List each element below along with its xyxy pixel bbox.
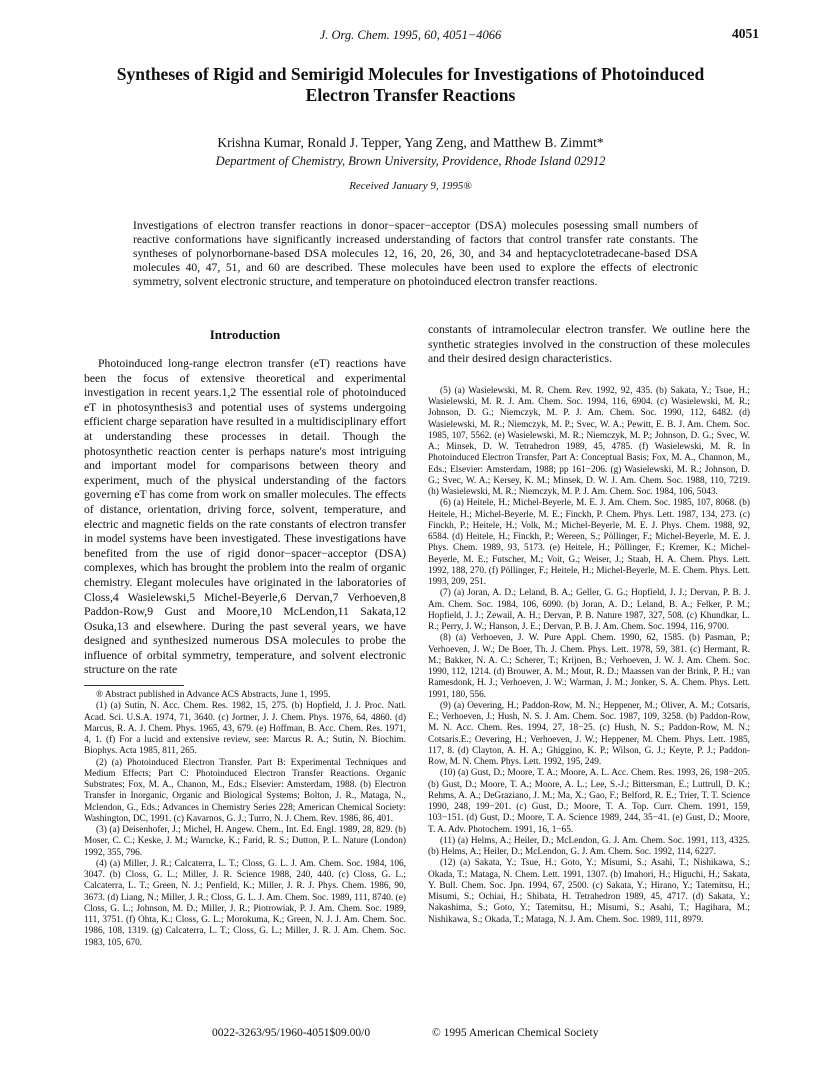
right-column — [428, 323, 750, 926]
affiliation: Department of Chemistry, Brown University, Providence, Rhode Island 02912 — [215, 154, 606, 168]
page-number: 4051 — [732, 26, 759, 41]
footnote: (12) (a) Sakata, Y.; Tsue, H.; Goto, Y.; Misumi, S.; Asahi, T.; Nishikawa, S.; Okada, T.; Mataga, N. Chem. Lett. 1991, 1307. (b) Imahori, H.; Higuchi, H.; Sakata, Y. Bull. Chem. Soc. Jpn. 1994, 67, 2500. (c) Sakata, Y.; Hirano, Y.; Tatemitsu, H.; Misumi, S.; Ochiai, H.; Shibata, H. Tetrahedron 1989, 45, 4717. (d) Sakata, Y.; Nakashima, S.; Goto, Y.; Tatemitsu, H.; Misumi, S.; Asahi, T.; Hagihara, M.; Nishikawa, S.; Okada, T.; Mataga, N. J. Am. Chem. Soc. 1989, 111, 8979. — [428, 858, 750, 925]
intro-paragraph: Photoinduced long-range electron transfer (eT) reactions have been the focus of extensive theoretical and experimental investigation in recent years.1,2 The essential role of photoinduced eT in photosynthesis3 and potential uses of systems undergoing efficient charge separation have resulted in a multidisciplinary effort at understanding these processes in detail. Though the photosynthetic reaction center is perhaps nature's most intriguing and important model for comparisons between theory and experiment, much of the physical understanding of the factors governing eT has come from work on smaller molecules. The effects of distance, orientation, driving force, solvent, temperature, and electric and magnetic fields on the rate constants of electron transfer in model systems have been investigated. These investigations have benefited from the use of rigid donor−spacer−acceptor (DSA) complexes, which has brought the problem into the realm of organic chemistry. Elegant molecules have originated in the laboratories of Closs,4 Wasielewski,5 Michel-Beyerle,6 Dervan,7 Verhoeven,8 Paddon-Row,9 Gust and Moore,10 McLendon,11 Sakata,12 Osuka,13 and elsewhere. During the past several years, we have designed and synthesized numerous DSA molecules to probe the influence of orbital symmetry, temperature, and solvent electronic structure on the rate — [84, 357, 406, 677]
left-column — [84, 325, 406, 949]
intro-paragraph-continued: constants of intramolecular electron transfer. We outline here the synthetic strategies involved in the construction of these molecules and their desired design characteristics. — [428, 323, 750, 366]
footnote: (10) (a) Gust, D.; Moore, T. A.; Moore, A. L. Acc. Chem. Res. 1993, 26, 198−205. (b) Gust, D.; Moore, T. A.; Moore, A. L.; Lee, S.-J.; Bittersman, E.; Luttrull, D. K.; Rehms, A. A.; DeGraziano, J. M.; Ma, X.; Gao, F.; Belford, R. E.; Trier, T. T. Science 1990, 248, 199−201. (c) Gust, D.; Moore, T. A. Top. Curr. Chem. 1991, 159, 103−151. (d) Gust, D.; Moore, T. A. Science 1989, 244, 35−41. (e) Gust, D.; Moore, T. A. Adv. Photochem. 1991, 16, 1−65. — [428, 768, 750, 835]
footnote: (4) (a) Miller, J. R.; Calcaterra, L. T.; Closs, G. L. J. Am. Chem. Soc. 1984, 106, 3047. (b) Closs, G. L.; Miller, J. R. Science 1988, 240, 440. (c) Closs, G. L.; Calcaterra, L. T.; Green, N. J.; Penfield, K.; Miller, J. R. J. Phys. Chem. 1986, 90, 3673. (d) Liang, N.; Miller, J. R.; Closs, G. L. J. Am. Chem. Soc. 1989, 111, 8740. (e) Closs, G. L.; Johnson, M. D.; Miller, J. R.; Piotrowiak, P. J. Am. Chem. Soc. 1989, 111, 3751. (f) Ohta, K.; Closs, G. L.; Morokuma, K.; Green, N. J. J. Am. Chem. Soc. 1986, 108, 1319. (g) Calcaterra, L. T.; Closs, G. L.; Miller, J. R. J. Am. Chem. Soc. 1983, 105, 670. — [84, 858, 406, 948]
footnote: (7) (a) Joran, A. D.; Leland, B. A.; Geller, G. G.; Hopfield, J. J.; Dervan, P. B. J. Am. Chem. Soc. 1984, 106, 6090. (b) Joran, A. D.; Leland, B. A.; Felker, P. M.; Hopfield, J. J.; Zewail, A. H.; Dervan, P. B. Nature 1987, 327, 508. (c) Khundkar, L. R.; Perry, J. W.; Hanson, J. E.; Dervan, P. B. J. Am. Chem. Soc. 1994, 116, 9700. — [428, 588, 750, 633]
footnote: (3) (a) Deisenhofer, J.; Michel, H. Angew. Chem., Int. Ed. Engl. 1989, 28, 829. (b) Moser, C. C.; Keske, J. M.; Warncke, K.; Farid, R. S.; Dutton, P. L. Nature (London) 1992, 355, 796. — [84, 825, 406, 858]
footnote: (8) (a) Verhoeven, J. W. Pure Appl. Chem. 1990, 62, 1585. (b) Pasman, P.; Verhoeven, J. W.; De Boer, Th. J. Chem. Phys. Lett. 1978, 59, 381. (c) Hermant, R. M.; Bakker, N. A. C.; Scherer, T.; Krijnen, B.; Verhoeven, J. W. J. Am. Chem. Soc. 1990, 112, 1214. (d) Brouwer, A. M.; Mout, R. D.; Maassen van der Brink, P. H.; van Ramesdonk, H. J.; Verhoeven, J. W.; Warman, J. M.; Jonker, S. A. Chem. Phys. Lett. 1991, 180, 556. — [428, 633, 750, 700]
footnote: (6) (a) Heitele, H.; Michel-Beyerle, M. E. J. Am. Chem. Soc. 1985, 107, 8068. (b) Heitele, H.; Michel-Beyerle, M. E.; Finckh, P. Chem. Phys. Lett. 1987, 134, 273. (c) Finckh, P.; Heitele, H.; Volk, M.; Michel-Beyerle, M. E. J. Phys. Chem. 1988, 92, 6584. (d) Heitele, H.; Finckh, P.; Wereen, S.; Pöllinger, F.; Michel-Beyerle, M. E. J. Phys. Chem. 1989, 93, 5173. (e) Heitele, H.; Pöllinger, F.; Kremer, K.; Michel-Beyerle, M. E.; Futscher, M.; Voit, G.; Weiser, J.; Staab, H. A. Chem. Phys. Lett. 1992, 188, 270. (f) Pöllinger, F.; Heitele, H.; Michel-Beyerle, M. E. Chem. Phys. Lett. 1993, 209, 251. — [428, 498, 750, 588]
article-code: 0022-3263/95/1960-4051$09.00/0 — [212, 1027, 371, 1039]
footnote: (2) (a) Photoinduced Electron Transfer. Part B: Experimental Techniques and Medium Effects; Part C: Photoinduced Electron Transfer Reactions. Organic Substrates; Fox, M. A., Chanon, M., Eds.; Elsevier: Amsterdam, 1988. (b) Electron Transfer in Inorganic, Organic and Biological Systems; Bolton, J. R., Mataga, N., Mclendon, G., Eds.; Advances in Chemistry Series 228; American Chemical Society: Washington, DC, 1991. (c) Kavarnos, G. J.; Turro, N. J. Chem. Rev. 1986, 86, 401. — [84, 757, 406, 824]
footnote-divider — [84, 685, 184, 686]
received-date: Received January 9, 1995® — [349, 180, 472, 192]
running-head: J. Org. Chem. 1995, 60, 4051−4066 — [319, 28, 502, 42]
abstract: Investigations of electron transfer reactions in donor−spacer−acceptor (DSA) molecules posessing small numbers of reactive conformations have significantly increased understanding of factors that control transfer rate constants. The syntheses of polynorbornane-based DSA molecules 12, 16, 20, 26, 30, and 34 and heptacyclotetradecane-based DSA molecules 40, 47, 51, and 60 are described. These molecules have been used to explore the effects of electronic symmetry, solvent electronic structure, and temperature on photoinduced electron transfer reactions. — [133, 219, 698, 288]
footnote: (9) (a) Oevering, H.; Paddon-Row, M. N.; Heppener, M.; Oliver, A. M.; Cotsaris, E.; Verhoeven, J.; Hush, N. S. J. Am. Chem. Soc. 1987, 109, 3258. (b) Paddon-Row, M. N. Acc. Chem. Res. 1994, 27, 18−25. (c) Hush, N. S.; Paddon-Row, M. N.; Cotsaris.E.; Oevering, H.; Verhoeven, J. W.; Heppener, M. Chem. Phys. Lett. 1985, 117, 8. (d) Clayton, A. H. A.; Ghiggino, K. P.; Wilson, G. J.; Keyte, P. J.; Paddon-Row, M. N. Chem. Phys. Lett. 1992, 195, 249. — [428, 700, 750, 768]
author-list: Krishna Kumar, Ronald J. Tepper, Yang Zeng, and Matthew B. Zimmt* — [217, 135, 604, 150]
footnote-list-right — [428, 386, 750, 926]
footnote: (5) (a) Wasielewski, M. R. Chem. Rev. 1992, 92, 435. (b) Sakata, Y.; Tsue, H.; Wasielewski, M. R. J. Am. Chem. Soc. 1994, 116, 6904. (c) Wasielewski, M. R.; Johnson, D. G.; Niemczyk, M. P. J. Am. Chem. Soc. 1990, 112, 6482. (d) Wasielewski, M. R.; Niemczyk, M. P.; Svec, W. A.; Pewitt, E. B. J. Am. Chem. Soc. 1985, 107, 5562. (e) Wasielewski, M. R.; Niemczyk, M. P.; Johnson, D. G.; Svec, W. A.; Minsek, D. W. Tetrahedron 1989, 45, 4785. (f) Wasielewski, M. R. In Photoinduced Electron Transfer, Part A: Conceptual Basis; Fox, M. A., Channon, M., Eds.; Elsevier: Amsterdam, 1988; pp 161−206. (g) Wasielewski, M. R.; Johnson, D. G.; Svec, W. A.; Kersey, K. M.; Minsek, D. W. J. Am. Chem. Soc. 1988, 110, 7219. (h) Wasielewski, M. R.; Niemczyk, M. P. J. Am. Chem. Soc. 1984, 106, 5043. — [428, 385, 750, 498]
footnote-list-left — [84, 690, 406, 949]
footnote: (1) (a) Sutin, N. Acc. Chem. Res. 1982, 15, 275. (b) Hopfield, J. J. Proc. Natl. Acad. Sci. U.S.A. 1974, 71, 3640. (c) Jortner, J. J. Chem. Phys. 1976, 64, 4860. (d) Marcus, R. A. J. Chem. Phys. 1965, 43, 679. (e) Hoffman, B. Acc. Chem. Res. 1971, 4, 1. (f) For a lucid and extensive review, see: Marcus R. A.; Sutin, N. Biochim. Biophys. Acta 1985, 811, 265. — [84, 701, 406, 757]
footnote: (11) (a) Helms, A.; Heiler, D.; McLendon, G. J. Am. Chem. Soc. 1991, 113, 4325. (b) Helms, A.; Heiler, D.; McLendon, G. J. Am. Chem. Soc. 1992, 114, 6227. — [428, 835, 750, 858]
footnote: ® Abstract published in Advance ACS Abstracts, June 1, 1995. — [96, 690, 331, 701]
article-title: Syntheses of Rigid and Semirigid Molecules for Investigations of Photoinduced Electron Transfer Reactions — [116, 64, 705, 105]
copyright-notice: © 1995 American Chemical Society — [432, 1027, 599, 1039]
section-heading-introduction: Introduction — [209, 327, 281, 342]
